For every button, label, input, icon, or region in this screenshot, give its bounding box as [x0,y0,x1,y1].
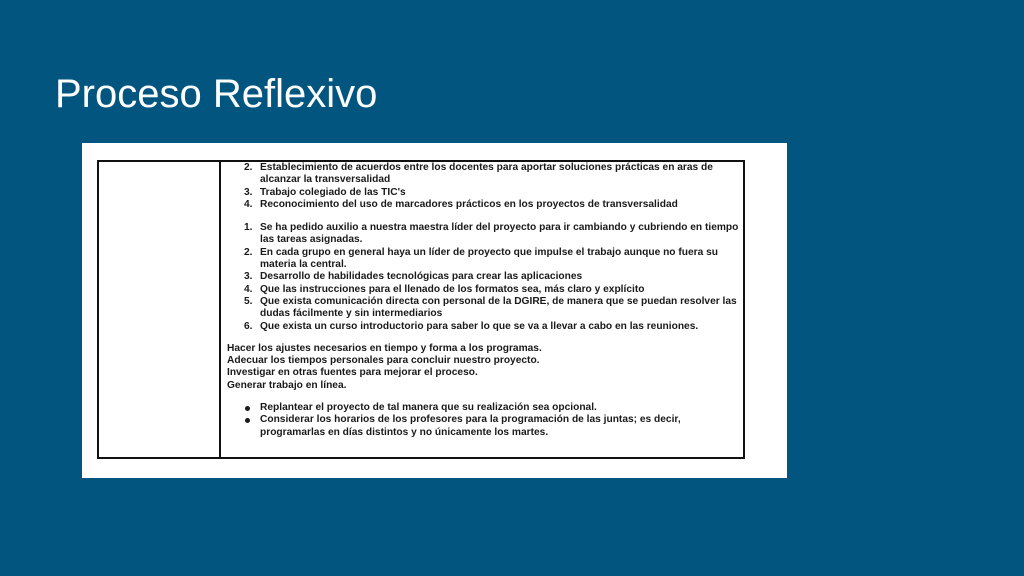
list-number: 3. [244,271,253,283]
plain-line: Adecuar los tiempos personales para concluir nuestro proyecto. [227,355,540,367]
bullet-icon [245,406,250,411]
list-item-text: Que las instrucciones para el llenado de los formatos sea, más claro y explícito [260,283,645,295]
list-item [223,187,743,199]
plain-line: Investigar en otras fuentes para mejorar el proceso. [227,367,478,379]
list-item [223,296,743,321]
bullet-text: Considerar los horarios de los profesores para la programación de las juntas; es decir, programarlas en días distintos y no únicamente los martes. [260,414,681,438]
list-item [223,162,743,187]
table-column-divider [219,162,221,457]
bullet-item [223,414,743,439]
list-item [223,321,743,333]
list-item-text: Reconocimiento del uso de marcadores prácticos en los proyectos de transversalidad [260,198,678,210]
scanned-document [82,143,787,478]
list-number: 3. [244,186,253,198]
list-item-text: Trabajo colegiado de las TIC's [260,186,406,198]
list-item [223,222,743,247]
list-item [223,271,743,283]
bullet-text: Replantear el proyecto de tal manera que su realización sea opcional. [260,402,597,414]
list-item-text: Desarrollo de habilidades tecnológicas para crear las aplicaciones [260,271,583,283]
bullet-item [223,402,743,414]
bullet-icon [245,418,250,423]
list-item [223,247,743,272]
list-item-text: Se ha pedido auxilio a nuestra maestra líder del proyecto para ir cambiando y cubriendo en tiempo las tareas asignadas. [260,222,739,246]
list-number: 6. [244,320,253,332]
list-number: 1. [244,222,253,234]
list-number: 4. [244,198,253,210]
list-number: 5. [244,295,253,307]
list-number: 2. [244,246,253,258]
list-item [223,284,743,296]
slide-title: Proceso Reflexivo [55,72,378,116]
list-item-text: Que exista comunicación directa con personal de la DGIRE, de manera que se puedan resolver las dudas fácilmente y sin intermediarios [260,295,737,320]
document-table [97,160,745,459]
document-text [223,162,743,439]
list-number: 4. [244,283,253,295]
list-number: 2. [244,162,253,173]
plain-line: Generar trabajo en línea. [227,379,347,391]
list-item [223,199,743,211]
list-item-text: Que exista un curso introductorio para saber lo que se va a llevar a cabo en las reuniones. [260,320,699,332]
list-item-text: Establecimiento de acuerdos entre los docentes para aportar soluciones prácticas en aras de alcanzar la transversalidad [260,162,713,186]
plain-line: Hacer los ajustes necesarios en tiempo y forma a los programas. [227,342,542,354]
list-item-text: En cada grupo en general haya un líder de proyecto que impulse el trabajo aunque no fuera su materia la central. [260,246,718,271]
